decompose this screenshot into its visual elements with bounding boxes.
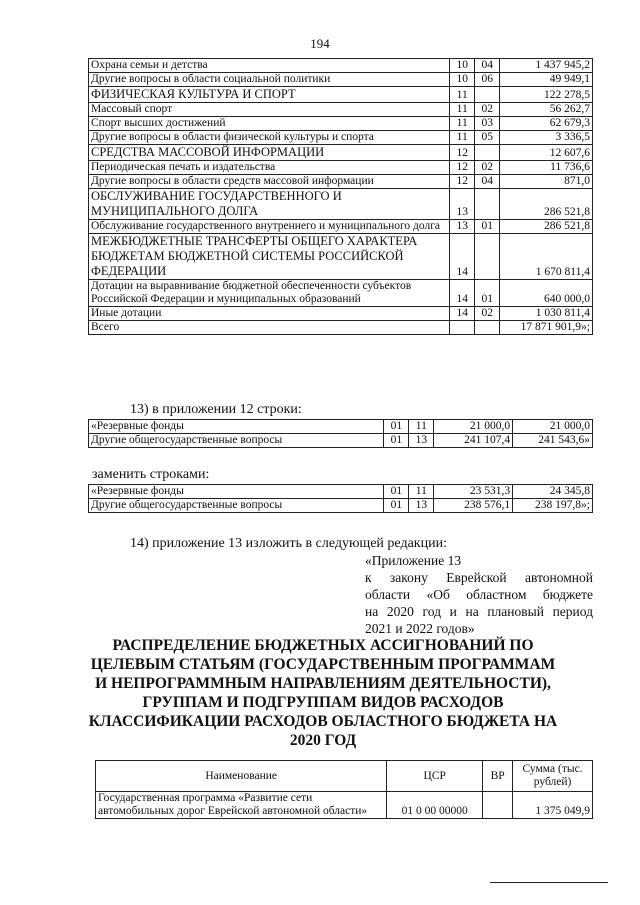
page-number: 194 (310, 36, 330, 51)
row-sum: 286 521,8 (500, 220, 593, 234)
table-row (89, 234, 593, 280)
row-subsection (475, 189, 500, 220)
row-sum: 11 736,6 (500, 161, 593, 175)
row-vr (483, 792, 513, 819)
row-sum: 871,0 (500, 175, 593, 189)
footer-rule (490, 882, 608, 883)
row-value-2022: 241 543,6» (513, 434, 593, 448)
item-14-text: 14) приложение 13 изложить в следующей редакции: (130, 536, 447, 551)
table-row (89, 499, 593, 513)
row-csr: 01 0 00 00000 (387, 792, 483, 819)
row-value-2022: 238 197,8»; (513, 499, 593, 513)
row-sum: 17 871 901,9»; (500, 321, 593, 335)
row-sum: 1 670 811,4 (500, 234, 593, 280)
row-sum: 1 375 049,9 (513, 792, 593, 819)
row-name: Массовый спорт (89, 103, 450, 117)
row-section: 12 (450, 145, 475, 161)
table-row (89, 307, 593, 321)
row-name: СРЕДСТВА МАССОВОЙ ИНФОРМАЦИИ (89, 145, 450, 161)
row-name: ОБСЛУЖИВАНИЕ ГОСУДАРСТВЕННОГО И МУНИЦИПАЛЬНОГО ДОЛГА (89, 189, 450, 220)
row-subsection: 02 (475, 161, 500, 175)
row-name: Государственная программа «Развитие сети автомобильных дорог Еврейской автономной области» (96, 792, 387, 819)
row-value-2022: 21 000,0 (513, 420, 593, 434)
row-subsection (475, 145, 500, 161)
appendix-line-1: «Приложение 13 (365, 553, 462, 568)
row-section: 12 (450, 161, 475, 175)
row-subsection (475, 321, 500, 335)
header-csr: ЦСР (387, 761, 483, 792)
appendix-line-4: на 2020 год и на плановый период (365, 604, 593, 619)
document-title: РАСПРЕДЕЛЕНИЕ БЮДЖЕТНЫХ АССИГНОВАНИЙ ПО ЦЕЛЕВЫМ СТАТЬЯМ (ГОСУДАРСТВЕННЫМ ПРОГРАММАМ И НЕПРОГРАММНЫМ НАПРАВЛЕНИЯМ ДЕЯТЕЛЬНОСТИ), ГРУППАМ И ПОДГРУППАМ ВИДОВ РАСХОДОВ КЛАССИФИКАЦИИ РАСХОДОВ ОБЛАСТНОГО БЮДЖЕТА НА 2020 ГОД (88, 637, 558, 749)
row-section: 01 (384, 485, 409, 499)
item-13-text: 13) в приложении 12 строки: (130, 402, 302, 417)
table-row (89, 117, 593, 131)
row-section: 12 (450, 175, 475, 189)
allocation-table (95, 760, 593, 819)
row-name: МЕЖБЮДЖЕТНЫЕ ТРАНСФЕРТЫ ОБЩЕГО ХАРАКТЕРА БЮДЖЕТАМ БЮДЖЕТНОЙ СИСТЕМЫ РОССИЙСКОЙ ФЕДЕРАЦИИ (89, 234, 450, 280)
appendix-header (365, 552, 593, 637)
row-subsection: 02 (475, 307, 500, 321)
appendix-line-3: области «Об областном бюджете (365, 587, 593, 602)
row-value-2021: 23 531,3 (434, 485, 513, 499)
row-section: 13 (450, 220, 475, 234)
table-row (89, 420, 593, 434)
table-row (89, 485, 593, 499)
row-subsection: 13 (409, 499, 434, 513)
row-value-2021: 241 107,4 (434, 434, 513, 448)
row-section: 13 (450, 189, 475, 220)
header-sum: Сумма (тыс. рублей) (513, 761, 593, 792)
old-rows-table (88, 419, 593, 448)
row-name: Периодическая печать и издательства (89, 161, 450, 175)
row-name: Другие вопросы в области социальной политики (89, 73, 450, 87)
row-subsection: 11 (409, 485, 434, 499)
row-subsection: 03 (475, 117, 500, 131)
table-row (96, 792, 593, 819)
row-section (450, 321, 475, 335)
row-subsection: 06 (475, 73, 500, 87)
table-row (89, 175, 593, 189)
row-name: Обслуживание государственного внутреннего и муниципального долга (89, 220, 450, 234)
row-section: 14 (450, 280, 475, 307)
row-subsection: 02 (475, 103, 500, 117)
appendix-line-5: 2021 и 2022 годов» (365, 621, 475, 636)
table-row (89, 131, 593, 145)
main-budget-table (88, 58, 593, 335)
row-section: 11 (450, 131, 475, 145)
row-name: Дотации на выравнивание бюджетной обеспеченности субъектов Российской Федерации и муниципальных образований (89, 280, 450, 307)
table-row (89, 434, 593, 448)
table-row (89, 73, 593, 87)
appendix-line-2: к закону Еврейской автономной (365, 570, 593, 585)
row-section: 11 (450, 87, 475, 103)
table-row (89, 145, 593, 161)
new-rows-table (88, 484, 593, 513)
row-name: Другие вопросы в области физической культуры и спорта (89, 131, 450, 145)
row-section: 14 (450, 307, 475, 321)
row-subsection: 11 (409, 420, 434, 434)
row-subsection: 04 (475, 59, 500, 73)
table-row (89, 59, 593, 73)
row-sum: 56 262,7 (500, 103, 593, 117)
row-subsection (475, 87, 500, 103)
row-subsection: 05 (475, 131, 500, 145)
row-name: ФИЗИЧЕСКАЯ КУЛЬТУРА И СПОРТ (89, 87, 450, 103)
row-section: 01 (384, 499, 409, 513)
header-vr: ВР (483, 761, 513, 792)
table-row (89, 321, 593, 335)
row-section: 01 (384, 420, 409, 434)
row-name: «Резервные фонды (89, 420, 384, 434)
row-section: 14 (450, 234, 475, 280)
row-subsection (475, 234, 500, 280)
row-value-2021: 238 576,1 (434, 499, 513, 513)
row-name: Охрана семьи и детства (89, 59, 450, 73)
row-name: Другие вопросы в области средств массовой информации (89, 175, 450, 189)
table-row (89, 87, 593, 103)
row-name: «Резервные фонды (89, 485, 384, 499)
table-row (89, 103, 593, 117)
row-subsection: 01 (475, 280, 500, 307)
row-value-2022: 24 345,8 (513, 485, 593, 499)
row-sum: 1 030 811,4 (500, 307, 593, 321)
row-subsection: 13 (409, 434, 434, 448)
row-section: 01 (384, 434, 409, 448)
row-value-2021: 21 000,0 (434, 420, 513, 434)
row-sum: 640 000,0 (500, 280, 593, 307)
table-row (89, 280, 593, 307)
row-sum: 3 336,5 (500, 131, 593, 145)
row-name: Спорт высших достижений (89, 117, 450, 131)
row-section: 11 (450, 103, 475, 117)
row-section: 10 (450, 59, 475, 73)
row-name: Иные дотации (89, 307, 450, 321)
row-sum: 286 521,8 (500, 189, 593, 220)
row-sum: 12 607,6 (500, 145, 593, 161)
row-sum: 49 949,1 (500, 73, 593, 87)
row-sum: 62 679,3 (500, 117, 593, 131)
row-name: Другие общегосударственные вопросы (89, 499, 384, 513)
row-section: 11 (450, 117, 475, 131)
header-name: Наименование (96, 761, 387, 792)
table-row (89, 220, 593, 234)
row-name: Всего (89, 321, 450, 335)
row-name: Другие общегосударственные вопросы (89, 434, 384, 448)
table-row (89, 161, 593, 175)
table-row (89, 189, 593, 220)
row-subsection: 01 (475, 220, 500, 234)
row-subsection: 04 (475, 175, 500, 189)
row-sum: 122 278,5 (500, 87, 593, 103)
replace-text: заменить строками: (92, 467, 210, 482)
row-section: 10 (450, 73, 475, 87)
row-sum: 1 437 945,2 (500, 59, 593, 73)
